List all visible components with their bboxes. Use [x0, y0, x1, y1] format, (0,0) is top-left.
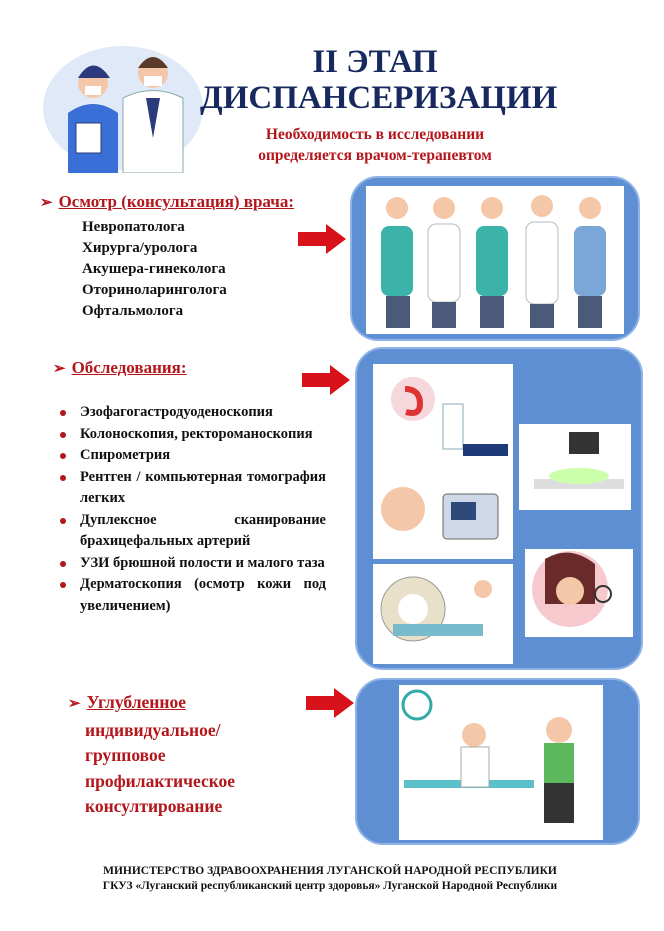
line: консултирование — [85, 796, 223, 816]
list-item: УЗИ брюшной полости и малого таза — [58, 553, 326, 575]
list-item: Офтальмолога — [82, 303, 184, 319]
list-item: Акушера-гинеколога — [82, 261, 226, 277]
list-item: Рентген / компьютерная томография легких — [58, 467, 326, 510]
section-examinations-heading — [53, 358, 187, 378]
title-line-2: ДИСПАНСЕРИЗАЦИИ — [200, 80, 558, 116]
footer-organization: ГКУЗ «Луганский республиканский центр здоровья» Луганской Народной Республики — [102, 880, 558, 892]
arrow-right-icon — [298, 224, 346, 254]
subtitle-line-2: определяется врачом-терапевтом — [258, 147, 492, 164]
list-item: Хирурга/уролога — [82, 240, 198, 256]
section-consultation-heading — [40, 192, 294, 212]
counseling-image — [399, 685, 603, 840]
arrow-right-icon — [306, 688, 354, 718]
line: индивидуальное/ — [85, 719, 221, 740]
spirometry-image — [373, 474, 513, 559]
title-line-1: II ЭТАП — [312, 44, 438, 80]
list-item: Оториноларинголога — [82, 282, 227, 298]
ultrasound-image — [519, 424, 631, 510]
chevron-bullet-icon: ➢ — [68, 696, 81, 712]
gastroscopy-image — [373, 364, 513, 474]
list-item: Дерматоскопия (осмотр кожи под увеличением) — [58, 574, 326, 617]
list-item: Спирометрия — [58, 445, 326, 467]
chevron-bullet-icon: ➢ — [40, 195, 53, 211]
section-counseling — [68, 690, 235, 820]
line: профилактическое — [85, 770, 236, 791]
doctors-panel — [350, 176, 640, 341]
chevron-bullet-icon: ➢ — [53, 361, 66, 377]
footer-ministry: МИНИСТЕРСТВО ЗДРАВООХРАНЕНИЯ ЛУГАНСКОЙ НАРОДНОЙ РЕСПУБЛИКИ — [103, 865, 557, 877]
list-item: Колоноскопия, ректороманоскопия — [58, 424, 326, 446]
list-item: Эзофагогастродуоденоскопия — [58, 402, 326, 424]
arrow-right-icon — [302, 365, 350, 395]
heading-text: Осмотр (консультация) врача: — [58, 192, 295, 211]
medical-staff-illustration — [38, 38, 208, 173]
examinations-panel — [355, 347, 643, 670]
line: групповое — [85, 745, 166, 765]
list-item: Невропатолога — [82, 219, 185, 235]
dermatoscopy-image — [525, 549, 633, 637]
doctor-list — [82, 217, 227, 322]
list-item: Дуплексное сканирование брахицефальных артерий — [58, 510, 326, 553]
doctors-image — [366, 186, 624, 334]
heading-text: Обследования: — [71, 358, 187, 377]
subtitle-line-1: Необходимость в исследовании — [265, 126, 485, 143]
examinations-list — [58, 402, 326, 617]
heading-text: Углубленное — [86, 692, 186, 712]
counseling-panel — [355, 678, 640, 845]
ct-scan-image — [373, 564, 513, 664]
